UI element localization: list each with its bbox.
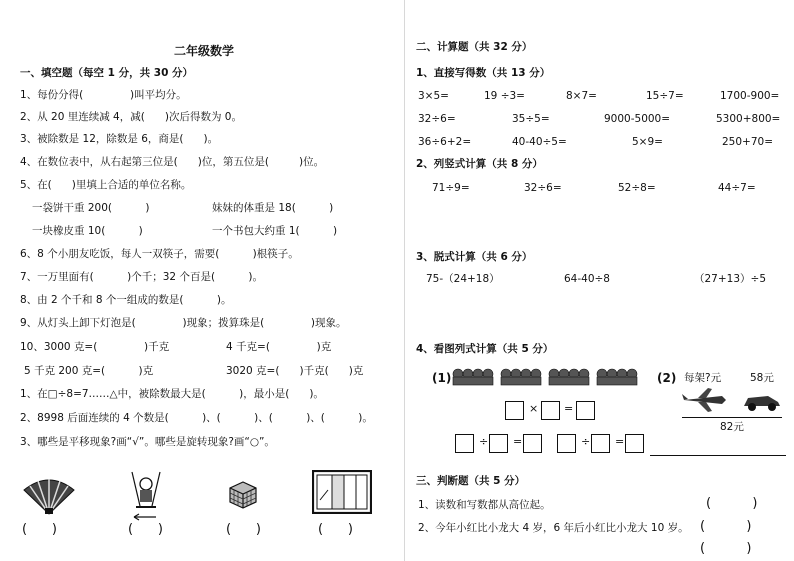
section-judgement: 三、判断题（共 5 分） xyxy=(416,475,526,487)
vertical-1: 71÷9= xyxy=(432,182,470,194)
question-5: 5、在( )里填上合适的单位名称。 xyxy=(20,179,192,191)
judge-2-paren[interactable]: ( ) xyxy=(700,519,752,534)
problem-1-label: (1) xyxy=(432,371,452,385)
answer-box[interactable] xyxy=(541,401,560,420)
judge-1: 1、读数和写数都从高位起。 xyxy=(418,499,551,511)
sub-direct-answers: 1、直接写得数（共 13 分） xyxy=(416,67,551,79)
judge-3-paren[interactable]: ( ) xyxy=(700,541,752,556)
question-6: 6、8 个小朋友吃饭，每人一双筷子，需要( )根筷子。 xyxy=(20,248,299,260)
equals-sign: = xyxy=(615,435,625,448)
airplane-icon xyxy=(680,386,730,414)
judge-2: 2、今年小红比小龙大 4 岁，6 年后小红比小龙大 10 岁。 xyxy=(418,522,689,534)
toy-car-icon xyxy=(742,390,782,412)
step-3: （27+13）÷5 xyxy=(694,273,766,285)
calc-r1-1: 3×5= xyxy=(418,90,449,102)
answer-box[interactable] xyxy=(489,434,508,453)
step-2: 64-40÷8 xyxy=(564,273,610,285)
question-2: 2、从 20 里连续减 4，减( )次后得数为 0。 xyxy=(20,111,242,123)
calc-r2-3: 9000-5000= xyxy=(604,113,671,125)
total-price-label: 82元 xyxy=(720,421,744,433)
question-4: 4、在数位表中，从右起第三位是( )位，第五位是( )位。 xyxy=(20,156,325,168)
page-title: 二年级数学 xyxy=(174,44,235,58)
calc-r3-3: 5×9= xyxy=(632,136,663,148)
sub-vertical-calc: 2、列竖式计算（共 8 分） xyxy=(416,158,543,170)
question-5a: 一袋饼干重 200( ) xyxy=(32,202,150,214)
divide-sign: ÷ xyxy=(581,435,591,448)
times-sign: × xyxy=(529,402,539,415)
question-5c: 一块橡皮重 10( ) xyxy=(32,225,143,237)
bear-groups-icon xyxy=(452,366,638,386)
answer-paren-cube[interactable]: ( ) xyxy=(226,522,261,537)
question-5b: 妹妹的体重是 18( ) xyxy=(212,202,334,214)
car-price-label: 58元 xyxy=(750,372,774,384)
calc-r2-4: 5300+800= xyxy=(716,113,781,125)
question-12: 2、8998 后面连续的 4 个数是( )、( )、( )、( )。 xyxy=(20,412,373,424)
question-8: 8、由 2 个千和 8 个一组成的数是( )。 xyxy=(20,294,232,306)
plane-price-label: 每架?元 xyxy=(684,372,722,384)
calc-r1-4: 15÷7= xyxy=(646,90,684,102)
answer-paren-swing[interactable]: ( ) xyxy=(128,522,163,537)
calc-r3-1: 36÷6+2= xyxy=(418,136,472,148)
vertical-2: 32÷6= xyxy=(524,182,562,194)
calc-r1-5: 1700-900= xyxy=(720,90,780,102)
question-10d: 3020 克=( )千克( )克 xyxy=(226,365,364,377)
equals-sign: = xyxy=(564,402,574,415)
question-7: 7、一万里面有( )个千；32 个百是( )。 xyxy=(20,271,264,283)
section-calculation: 二、计算题（共 32 分） xyxy=(416,41,533,53)
rubik-cube-icon xyxy=(228,480,258,510)
swing-child-icon xyxy=(122,470,170,522)
question-10a: 10、3000 克=( )千克 xyxy=(20,341,170,353)
answer-box[interactable] xyxy=(505,401,524,420)
fan-icon xyxy=(20,476,78,516)
calc-r2-1: 32÷6= xyxy=(418,113,456,125)
answer-line[interactable] xyxy=(650,455,786,456)
answer-box[interactable] xyxy=(523,434,542,453)
sub-step-calc: 3、脱式计算（共 6 分） xyxy=(416,251,533,263)
question-5d: 一个书包大约重 1( ) xyxy=(212,225,338,237)
calc-r1-3: 8×7= xyxy=(566,90,597,102)
answer-box[interactable] xyxy=(455,434,474,453)
question-10c: 5 千克 200 克=( )克 xyxy=(24,365,154,377)
equals-sign: = xyxy=(513,435,523,448)
answer-box[interactable] xyxy=(591,434,610,453)
question-3: 3、被除数是 12，除数是 6，商是( )。 xyxy=(20,133,219,145)
page-divider xyxy=(404,0,405,561)
calc-r2-2: 35÷5= xyxy=(512,113,550,125)
answer-box[interactable] xyxy=(576,401,595,420)
bracket-line xyxy=(682,417,782,418)
sub-picture-calc: 4、看图列式计算（共 5 分） xyxy=(416,343,554,355)
answer-paren-window[interactable]: ( ) xyxy=(318,522,353,537)
question-9: 9、从灯头上卸下灯泡是( )现象；拨算珠是( )现象。 xyxy=(20,317,347,329)
step-1: 75-（24+18） xyxy=(426,273,500,285)
vertical-4: 44÷7= xyxy=(718,182,756,194)
section-fill-blank: 一、填空题（每空 1 分，共 30 分） xyxy=(20,67,194,79)
divide-sign: ÷ xyxy=(479,435,489,448)
calc-r3-4: 250+70= xyxy=(722,136,773,148)
answer-box[interactable] xyxy=(557,434,576,453)
question-11: 1、在□÷8=7……△中，被除数最大是( )，最小是( )。 xyxy=(20,388,324,400)
sliding-window-icon xyxy=(312,470,372,514)
vertical-3: 52÷8= xyxy=(618,182,656,194)
question-10b: 4 千克=( )克 xyxy=(226,341,332,353)
question-13: 3、哪些是平移现象?画“√”。哪些是旋转现象?画“○”。 xyxy=(20,436,275,448)
answer-paren-fan[interactable]: ( ) xyxy=(22,522,57,537)
calc-r1-2: 19 ÷3= xyxy=(484,90,525,102)
calc-r3-2: 40-40÷5= xyxy=(512,136,567,148)
answer-box[interactable] xyxy=(625,434,644,453)
question-1: 1、每份分得( )叫平均分。 xyxy=(20,89,187,101)
problem-2-label: (2) xyxy=(657,371,677,385)
judge-1-paren[interactable]: ( ) xyxy=(706,496,758,511)
